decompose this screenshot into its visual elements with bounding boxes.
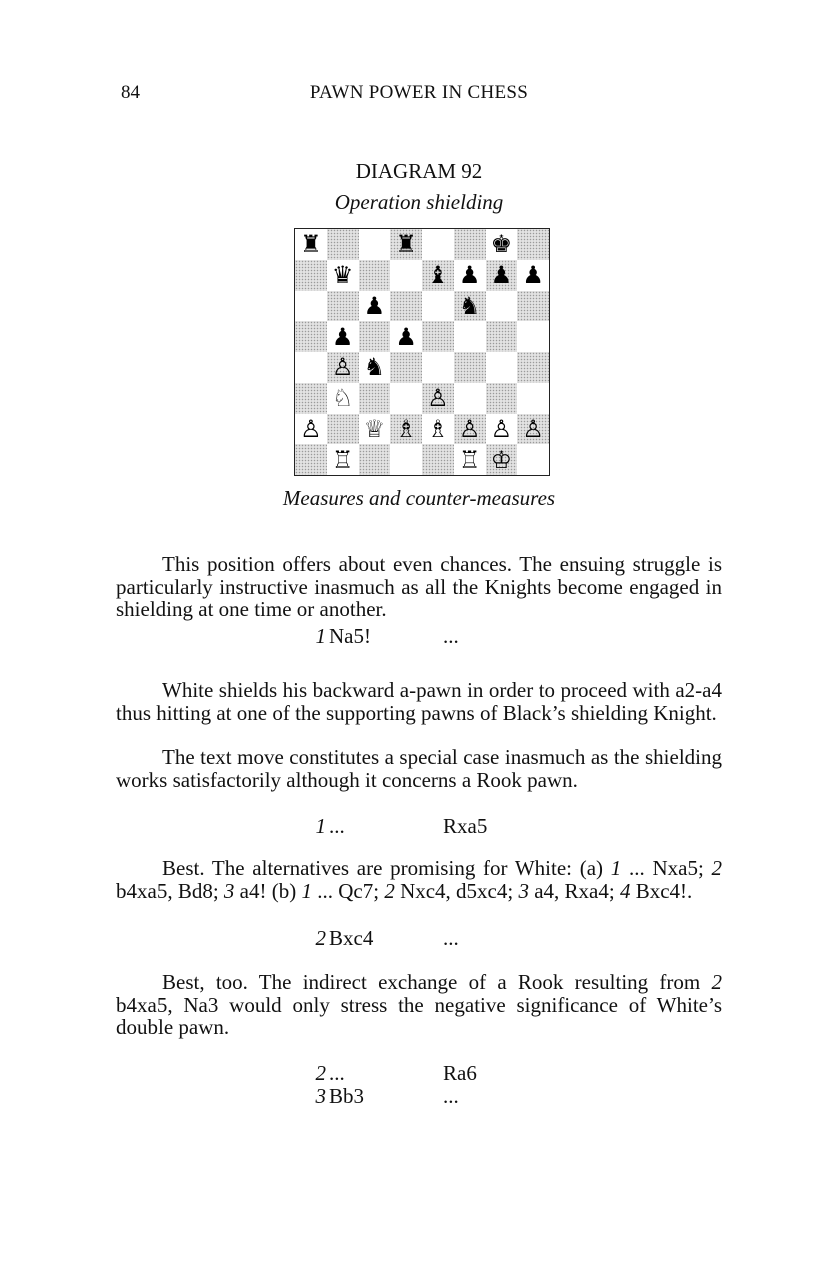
move-number: 2 [315, 926, 326, 950]
black-bishop-icon: ♝ [427, 261, 449, 290]
black-pawn-icon: ♟ [363, 291, 386, 320]
square-b6 [327, 291, 359, 322]
white-bishop-icon: ♗ [395, 414, 417, 443]
square-f6 [454, 291, 486, 322]
diagram-subtitle: Operation shielding [334, 190, 504, 214]
move-number: 1 [315, 624, 326, 648]
page-header [0, 82, 838, 106]
white-queen-icon: ♕ [363, 414, 386, 443]
paragraph-2: White shields his backward a-pawn in order to proceed with a2-a4 thus hitting at one of the supporting pawns of Black’s shielding Knight. [116, 678, 722, 725]
square-e7 [422, 260, 454, 291]
white-bishop-icon: ♗ [427, 414, 449, 443]
square-g1 [486, 444, 518, 475]
move-white: ... [329, 1061, 345, 1085]
black-queen-icon: ♛ [331, 261, 354, 290]
square-d8 [390, 229, 422, 260]
square-a7 [295, 260, 327, 291]
move-number: 3 [315, 1084, 326, 1108]
white-pawn-icon: ♙ [522, 414, 544, 443]
square-c1 [359, 444, 391, 475]
square-f4 [454, 352, 486, 383]
square-g4 [486, 352, 518, 383]
black-knight-icon: ♞ [458, 291, 481, 320]
square-e1 [422, 444, 454, 475]
square-b2 [327, 414, 359, 445]
square-f5 [454, 321, 486, 352]
square-f1 [454, 444, 486, 475]
square-c8 [359, 229, 391, 260]
square-h2 [517, 414, 549, 445]
white-pawn-icon: ♙ [490, 414, 513, 443]
square-d7 [390, 260, 422, 291]
square-b1 [327, 444, 359, 475]
square-g3 [486, 383, 518, 414]
square-a4 [295, 352, 327, 383]
square-c6 [359, 291, 391, 322]
black-rook-icon: ♜ [300, 230, 322, 259]
square-b3 [327, 383, 359, 414]
square-c2 [359, 414, 391, 445]
white-pawn-icon: ♙ [458, 414, 481, 443]
square-e4 [422, 352, 454, 383]
square-b4 [327, 352, 359, 383]
square-g5 [486, 321, 518, 352]
square-g8 [486, 229, 518, 260]
white-pawn-icon: ♙ [331, 353, 354, 382]
move-line-5 [0, 1084, 838, 1110]
move-white: Bb3 [329, 1084, 365, 1108]
black-pawn-icon: ♟ [490, 261, 513, 290]
chess-board [294, 228, 550, 476]
square-f2 [454, 414, 486, 445]
paragraph-5: Best, too. The indirect exchange of a Rook resulting from 2 b4xa5, Na3 would only stress the negative significance of White’s double pawn. [116, 970, 722, 1039]
square-a5 [295, 321, 327, 352]
square-f8 [454, 229, 486, 260]
black-pawn-icon: ♟ [395, 322, 417, 351]
move-white: Bxc4 [329, 926, 374, 950]
square-e2 [422, 414, 454, 445]
move-black: ... [443, 1084, 459, 1108]
square-f7 [454, 260, 486, 291]
square-c5 [359, 321, 391, 352]
white-rook-icon: ♖ [458, 445, 481, 474]
square-g2 [486, 414, 518, 445]
move-line-2 [0, 814, 838, 840]
white-pawn-icon: ♙ [427, 384, 449, 413]
black-pawn-icon: ♟ [458, 261, 481, 290]
square-c7 [359, 260, 391, 291]
square-a2 [295, 414, 327, 445]
square-d2 [390, 414, 422, 445]
square-g6 [486, 291, 518, 322]
square-d5 [390, 321, 422, 352]
diagram-title: DIAGRAM 92 [355, 159, 483, 183]
square-h8 [517, 229, 549, 260]
white-pawn-icon: ♙ [300, 414, 322, 443]
square-b5 [327, 321, 359, 352]
square-d3 [390, 383, 422, 414]
black-king-icon: ♚ [490, 230, 513, 259]
black-rook-icon: ♜ [395, 230, 417, 259]
square-d4 [390, 352, 422, 383]
square-d1 [390, 444, 422, 475]
square-e3 [422, 383, 454, 414]
square-e6 [422, 291, 454, 322]
white-rook-icon: ♖ [331, 445, 354, 474]
square-h1 [517, 444, 549, 475]
square-a1 [295, 444, 327, 475]
square-d6 [390, 291, 422, 322]
paragraph-1: This position offers about even chances. The ensuing struggle is particularly instructive inasmuch as all the Knights become engaged in shielding at one time or another. [116, 552, 722, 621]
square-a8 [295, 229, 327, 260]
square-h7 [517, 260, 549, 291]
square-g7 [486, 260, 518, 291]
square-h4 [517, 352, 549, 383]
move-black: ... [443, 624, 459, 648]
black-knight-icon: ♞ [363, 353, 386, 382]
white-knight-icon: ♘ [331, 384, 354, 413]
square-h3 [517, 383, 549, 414]
square-h5 [517, 321, 549, 352]
black-pawn-icon: ♟ [331, 322, 354, 351]
square-c4 [359, 352, 391, 383]
move-number: 1 [315, 814, 326, 838]
square-a3 [295, 383, 327, 414]
move-line-1 [0, 624, 838, 650]
paragraph-3: The text move constitutes a special case inasmuch as the shielding works satisfactorily although it concerns a Rook pawn. [116, 745, 722, 792]
square-h6 [517, 291, 549, 322]
diagram-caption: Measures and counter-measures [282, 486, 556, 510]
move-black: Rxa5 [443, 814, 488, 838]
move-white: ... [329, 814, 345, 838]
move-white: Na5! [329, 624, 371, 648]
square-b7 [327, 260, 359, 291]
move-number: 2 [315, 1061, 326, 1085]
move-black: Ra6 [443, 1061, 477, 1085]
paragraph-4: Best. The alternatives are promising for White: (a) 1 ... Nxa5; 2 b4xa5, Bd8; 3 a4! (b) 1 ... Qc7; 2 Nxc4, d5xc4; 3 a4, Rxa4; 4 Bxc4!. [116, 856, 722, 903]
square-f3 [454, 383, 486, 414]
white-king-icon: ♔ [490, 445, 513, 474]
square-c3 [359, 383, 391, 414]
square-b8 [327, 229, 359, 260]
move-line-3 [0, 926, 838, 952]
running-title: PAWN POWER IN CHESS [309, 82, 529, 103]
black-pawn-icon: ♟ [522, 261, 544, 290]
square-a6 [295, 291, 327, 322]
square-e5 [422, 321, 454, 352]
square-e8 [422, 229, 454, 260]
move-black: ... [443, 926, 459, 950]
page-number: 84 [121, 82, 140, 103]
